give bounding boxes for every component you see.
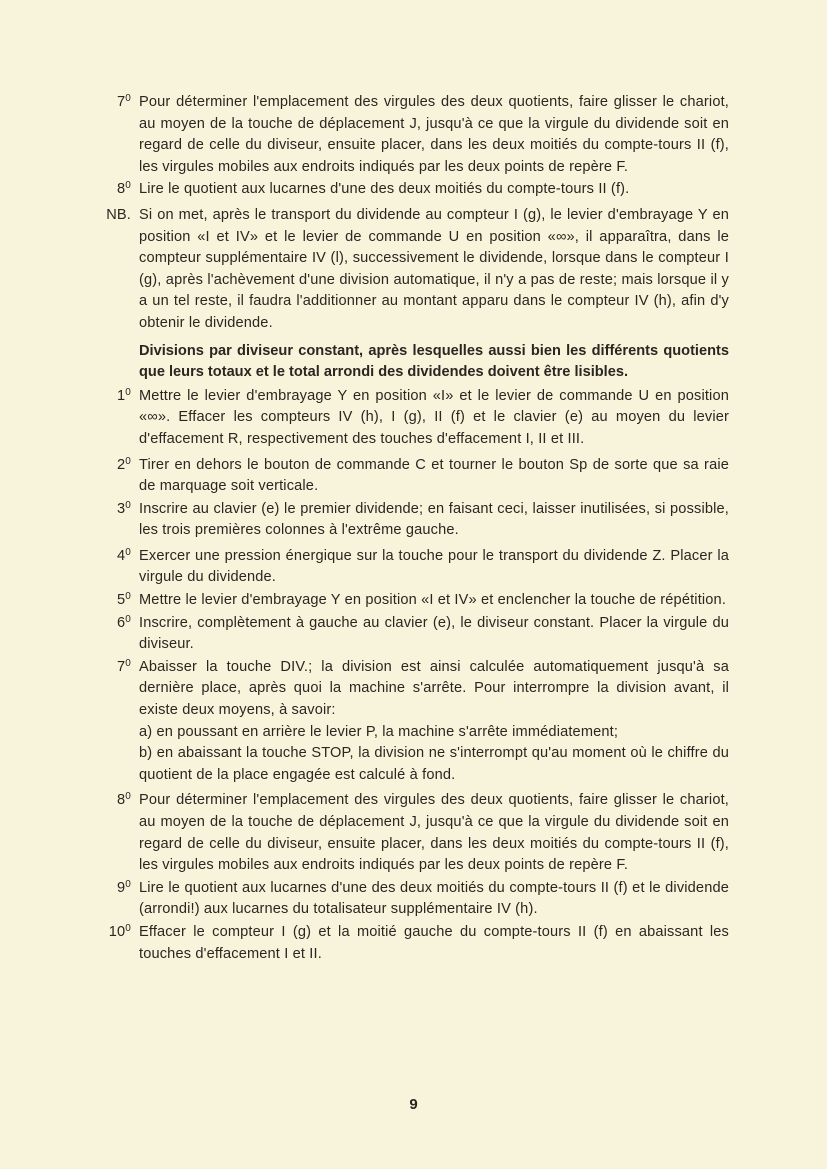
step-number: $7^0$ <box>117 657 131 675</box>
step-text: Lire le quotient aux lucarnes d'une des deux moitiés du compte-tours II (f). <box>139 181 630 198</box>
step-10 <box>0 922 827 965</box>
step-text: Mettre le levier d'embrayage Y en position «I et IV» et enclencher la touche de répétition. <box>139 592 727 609</box>
step-number: $9^0$ <box>117 878 131 896</box>
page-content <box>0 92 827 966</box>
step-8 <box>0 790 827 876</box>
step-6 <box>0 613 827 656</box>
note-nb <box>0 205 827 335</box>
step-text: Pour déterminer l'emplacement des virgules des deux quotients, faire glisser le chariot, au moyen de la touche de déplacement J, jusqu'à ce que la virgule du dividende soit en regard de celle du diviseur, ensuite placer, dans les deux moitiés du compte-tours II (f), les virgules mobiles aux endroits indiqués par les deux points de repère F. <box>139 94 729 175</box>
step-number: $6^0$ <box>117 613 131 631</box>
step-text: Inscrire, complètement à gauche au clavier (e), le diviseur constant. Placer la virgule du diviseur. <box>139 614 729 653</box>
step-text: Abaisser la touche DIV.; la division est ainsi calculée automatiquement jusqu'à sa dernière place, après quoi la machine s'arrête. Pour interrompre la division avant, il existe deux moyens, à savoir: <box>139 658 729 719</box>
step-text: Exercer une pression énergique sur la touche pour le transport du dividende Z. Placer la virgule du dividende. <box>139 547 729 586</box>
step-5 <box>0 590 827 612</box>
step-3 <box>0 499 827 542</box>
step-number: $10^0$ <box>108 922 131 940</box>
step-text: Inscrire au clavier (e) le premier dividende; en faisant ceci, laisser inutilisées, si possible, les trois premières colonnes à l'extrême gauche. <box>139 500 729 539</box>
step-7 <box>0 657 827 787</box>
step-number: $1^0$ <box>117 386 131 404</box>
step-number: $8^0$ <box>117 180 131 198</box>
section-heading: Divisions par diviseur constant, après lesquelles aussi bien les différents quotients que leurs totaux et le total arrondi des dividendes doivent être lisibles. <box>139 342 729 381</box>
step-4 <box>0 546 827 589</box>
step-text: Tirer en dehors le bouton de commande C et tourner le bouton Sp de sorte que sa raie de marquage soit verticale. <box>139 456 729 495</box>
step-text: Lire le quotient aux lucarnes d'une des deux moitiés du compte-tours II (f) et le dividende (arrondi!) aux lucarnes du totalisateur supplémentaire IV (h). <box>139 879 729 918</box>
step-number: $8^0$ <box>117 791 131 809</box>
step-number: $2^0$ <box>117 455 131 473</box>
step-8-first <box>0 179 827 201</box>
step-text: Pour déterminer l'emplacement des virgules des deux quotients, faire glisser le chariot, au moyen de la touche de déplacement J, jusqu'à ce que la virgule du dividende soit en regard de celle du diviseur, ensuite placer, dans les deux moitiés du compte-tours II (f), les virgules mobiles aux endroits indiqués par les deux points de repère F. <box>139 792 729 874</box>
step-2 <box>0 455 827 498</box>
step-number: $7^0$ <box>117 93 131 110</box>
sub-item-a: a) en poussant en arrière le levier P, la machine s'arrête immédiatement; <box>139 723 619 740</box>
step-text: Effacer le compteur I (g) et la moitié gauche du compte-tours II (f) en abaissant les touches d'effacement I et II. <box>139 923 729 962</box>
step-text: Mettre le levier d'embrayage Y en position «I» et le levier de commande U en position «∞». Effacer les compteurs IV (h), I (g), II (f) et le clavier (e) au moyen du levier d'effacement R, respectivement des touches d'effacement I, II et III. <box>139 387 729 447</box>
page-number: 9 <box>409 1096 418 1113</box>
step-7-first <box>0 92 827 178</box>
step-number: $3^0$ <box>117 499 131 517</box>
step-number: $4^0$ <box>117 546 131 564</box>
step-number: $5^0$ <box>117 591 131 609</box>
note-label: NB. <box>106 206 131 223</box>
step-1 <box>0 386 827 451</box>
note-text: Si on met, après le transport du dividende au compteur I (g), le levier d'embrayage Y en position «I et IV» et le levier de commande U en position «∞», il apparaîtra, dans le compteur supplémentaire IV (l), successivement le dividende, lorsque dans le compteur I (g), après l'achèvement d'une division automatique, il n'y a pas de reste; mais lorsque il y a un tel reste, il faudra l'additionner au montant apparu dans le compteur IV (h), afin d'y obtenir le dividende. <box>139 206 729 331</box>
sub-item-b: b) en abaissant la touche STOP, la division ne s'interrompt qu'au moment où le chiffre du quotient de la place engagée est calculé à fond. <box>139 745 729 783</box>
step-9 <box>0 878 827 921</box>
